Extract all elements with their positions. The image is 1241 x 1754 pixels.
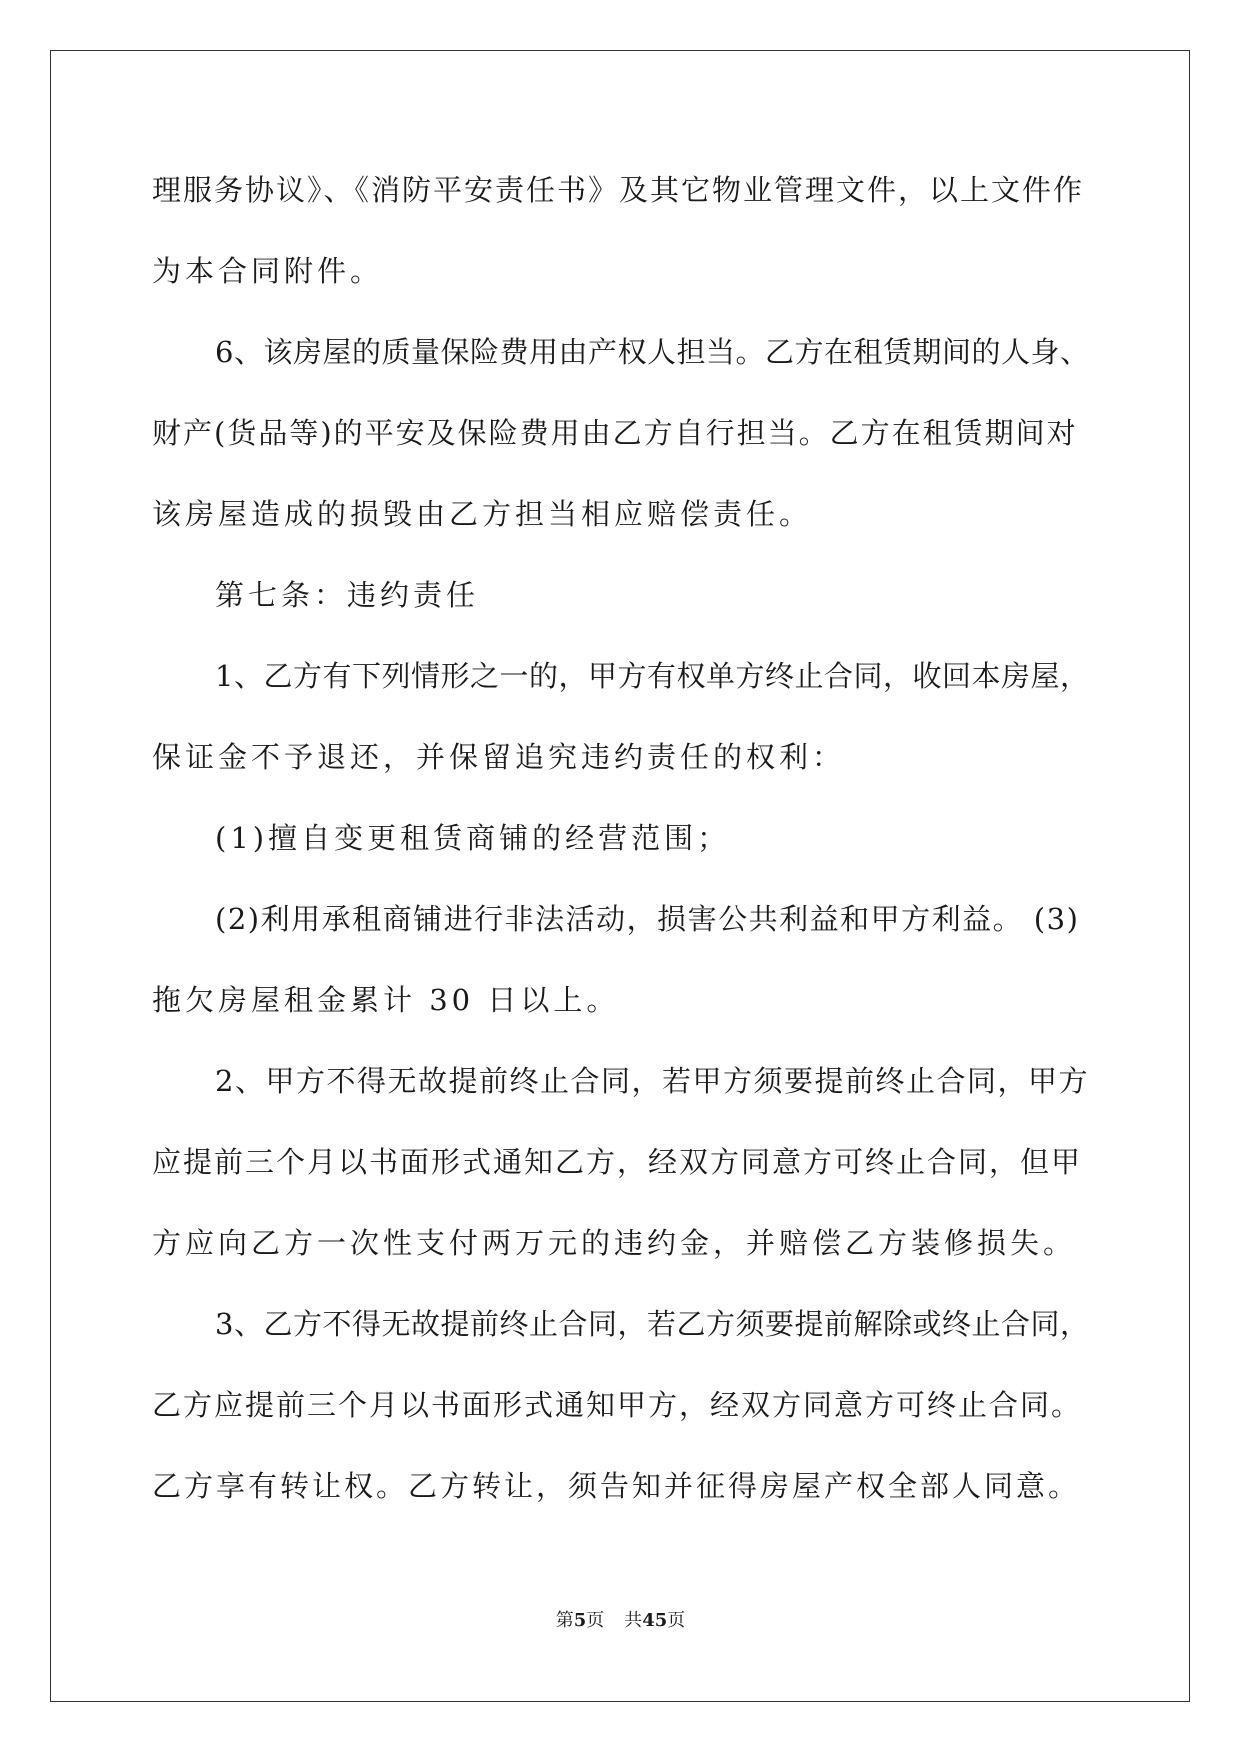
- text-line: 拖欠房屋租金累计 30 日以上。: [152, 983, 620, 1017]
- text-line: 为本合同附件。: [152, 254, 384, 288]
- text-line: (1)擅自变更租赁商铺的经营范围；: [215, 821, 731, 855]
- text-line: 乙方享有转让权。乙方转让，须告知并征得房屋产权全部人同意。: [152, 1469, 1081, 1503]
- text-line: 乙方应提前三个月以书面形式通知甲方，经双方同意方可终止合同。: [152, 1388, 1083, 1422]
- text-line: (2)利用承租商铺进行非法活动，损害公共利益和甲方利益。 (3): [215, 902, 1080, 936]
- page-number: 5: [573, 1610, 587, 1631]
- text-line: 应提前三个月以书面形式通知乙方，经双方同意方可终止合同，但甲: [152, 1145, 1083, 1179]
- total-prefix: 共: [624, 1610, 643, 1631]
- page-prefix: 第: [555, 1610, 574, 1631]
- page-footer: [0, 1606, 1241, 1632]
- text-line: 方应向乙方一次性支付两万元的违约金，并赔偿乙方装修损失。: [152, 1226, 1077, 1260]
- document-body: [152, 160, 1092, 1537]
- total-pages: 45: [642, 1610, 668, 1631]
- text-line: 理服务协议》、《消防平安责任书》及其它物业管理文件，以上文件作: [152, 173, 1085, 207]
- text-line: 1、乙方有下列情形之一的，甲方有权单方终止合同，收回本房屋，: [215, 659, 1090, 693]
- total-suffix: 页: [667, 1610, 686, 1631]
- text-line: 3、乙方不得无故提前终止合同，若乙方须要提前解除或终止合同，: [215, 1307, 1090, 1341]
- text-line: 财产(货品等)的平安及保险费用由乙方自行担当。乙方在租赁期间对: [152, 416, 1078, 450]
- text-line: 6、该房屋的质量保险费用由产权人担当。乙方在租赁期间的人身、: [215, 335, 1090, 369]
- text-line: 第七条：违约责任: [215, 578, 480, 612]
- text-line: 2、甲方不得无故提前终止合同，若甲方须要提前终止合同，甲方: [215, 1064, 1089, 1098]
- text-line: 该房屋造成的损毁由乙方担当相应赔偿责任。: [152, 497, 813, 531]
- text-line: 保证金不予退还，并保留追究违约责任的权利：: [152, 740, 846, 774]
- page-suffix: 页: [586, 1610, 605, 1631]
